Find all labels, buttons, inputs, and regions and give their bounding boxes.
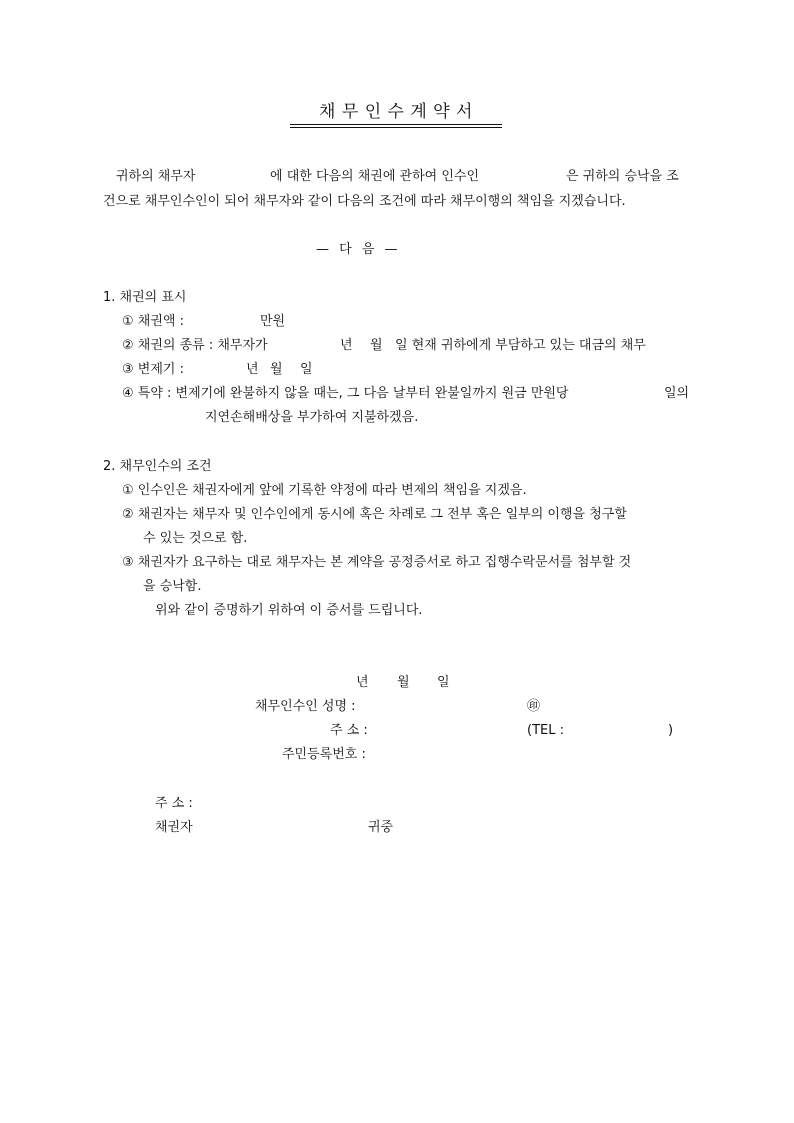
section1-item3-year: 년 <box>246 362 259 377</box>
section1-item2-rest: 일 현재 귀하에게 부담하고 있는 대금의 채무 <box>395 338 646 353</box>
debtor-name-label: 채무인수인 성명 : <box>255 699 356 714</box>
section1-item1-label: ① 채권액 : <box>122 314 184 329</box>
seal-mark: ㊞ <box>527 699 541 714</box>
section1-item2-year: 년 <box>340 338 353 353</box>
section1-item2-month: 월 <box>370 338 383 353</box>
section1-item4-line2: 지연손해배상을 부가하여 지불하겠음. <box>205 410 419 425</box>
title-underline-bottom <box>290 127 502 128</box>
intro-text-a: 귀하의 채무자 <box>116 169 196 184</box>
section1-item3-label: ③ 변제기 : <box>122 362 184 377</box>
honorific-label: 귀중 <box>368 820 394 835</box>
creditor-label: 채권자 <box>155 820 193 835</box>
signature-year: 년 <box>356 675 369 690</box>
section1-item4-line1: ④ 특약 : 변제기에 완불하지 않을 때는, 그 다음 날부터 완불일까지 원금 만원당 <box>122 386 569 401</box>
section2-item3-line2: 을 승낙함. <box>143 579 202 594</box>
creditor-address-label: 주 소 : <box>155 796 193 811</box>
debtor-address-label: 주 소 : <box>330 723 368 738</box>
section2-heading: 2. 채무인수의 조건 <box>103 459 212 474</box>
section1-heading: 1. 채권의 표시 <box>103 290 187 305</box>
intro-text-c: 은 귀하의 승낙을 조 <box>566 169 679 184</box>
signature-month: 월 <box>397 675 410 690</box>
section1-item3-day: 일 <box>300 362 313 377</box>
intro-text-b: 에 대한 다음의 채권에 관하여 인수인 <box>270 169 480 184</box>
section2-item1: ① 인수인은 채권자에게 앞에 기록한 약정에 따라 변제의 책임을 지겠음. <box>122 483 527 498</box>
title-underline-top <box>290 124 502 125</box>
section1-item4-line1-end: 일의 <box>664 386 690 401</box>
signature-day: 일 <box>437 675 450 690</box>
section2-item2-line2: 수 있는 것으로 함. <box>143 531 248 546</box>
section2-item3-line1: ③ 채권자가 요구하는 대로 채무자는 본 계약을 공정증서로 하고 집행수락문서를 첨부할 것 <box>122 555 632 570</box>
closing-statement: 위와 같이 증명하기 위하여 이 증서를 드립니다. <box>155 603 423 618</box>
section1-item1-unit: 만원 <box>260 314 286 329</box>
resident-number-label: 주민등록번호 : <box>282 747 366 762</box>
intro-text-line2: 건으로 채무인수인이 되어 채무자와 같이 다음의 조건에 따라 채무이행의 책임을 지겠습니다. <box>103 194 626 209</box>
tel-label: (TEL : <box>527 723 564 738</box>
section-heading-center: — 다 음 — <box>316 242 398 257</box>
section2-item2-line1: ② 채권자는 채무자 및 인수인에게 동시에 혹은 차례로 그 전부 혹은 일부의 이행을 청구할 <box>122 507 627 522</box>
section1-item2-label: ② 채권의 종류 : 채무자가 <box>122 338 268 353</box>
tel-close: ) <box>668 723 674 738</box>
document-title: 채 무 인 수 계 약 서 <box>319 102 473 122</box>
section1-item3-month: 월 <box>270 362 283 377</box>
